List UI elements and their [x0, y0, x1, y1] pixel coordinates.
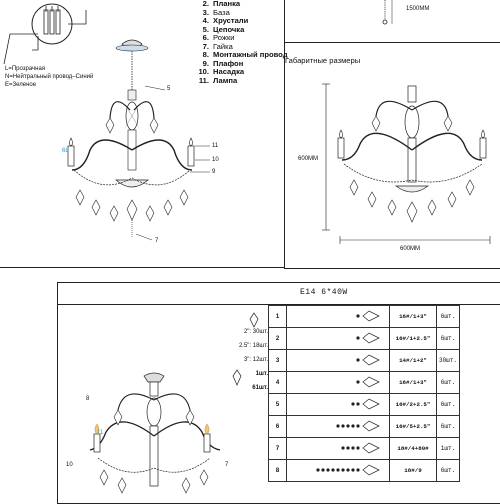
crystal-icon: [293, 397, 383, 411]
crystal-icon: [293, 331, 383, 345]
crystal-drawing: [287, 394, 390, 416]
crystal-row: [269, 460, 460, 482]
chain-length-label: 1500ММ: [406, 6, 430, 12]
callout-7: 7: [155, 238, 159, 244]
crystal-size: 14#/1+2": [390, 350, 437, 372]
legend-line-n: N=Нейтральный провод–Синий: [5, 74, 94, 80]
callout-5: 5: [167, 86, 171, 92]
crystal-size: 18#/9: [390, 460, 437, 482]
legend-line-l: L=Прозрачная: [5, 66, 46, 72]
crystal-quantity: 6шт.: [437, 306, 460, 328]
parts-row: 8. Монтажный провод: [202, 50, 288, 59]
parts-row: 2. Планка: [202, 0, 241, 8]
bottom-callout-10: 10: [66, 462, 73, 468]
callout-9: 9: [212, 169, 216, 175]
crystal-quantity: 1шт.: [437, 438, 460, 460]
crystal-drawing: [287, 372, 390, 394]
size-key-2-5in: 2.5": 18шт.: [238, 343, 268, 349]
crystal-icon: [293, 463, 383, 477]
size-key-2in: 2": 30шт.: [243, 329, 268, 335]
bottom-callout-7: 7: [225, 462, 229, 468]
parts-row: 4. Хрустали: [202, 16, 249, 25]
spec-title: E14 6*40W: [300, 288, 348, 297]
dimension-height-label: 600ММ: [298, 156, 319, 162]
wiring-leader-line: [0, 30, 40, 70]
crystal-quantity: 6шт.: [437, 416, 460, 438]
crystal-size: 16#/1+3": [390, 306, 437, 328]
crystal-drawing: [287, 306, 390, 328]
size-key-3in: 3": 12шт.: [243, 357, 268, 363]
parts-row: 5. Цепочка: [202, 24, 245, 34]
crystal-size: 16#/5+2.5": [390, 416, 437, 438]
crystal-quantity: 6шт.: [437, 394, 460, 416]
crystal-row-number: 8: [269, 460, 287, 482]
bottom-callout-8: 8: [86, 396, 90, 402]
dimension-width-label: 600ММ: [400, 246, 421, 252]
crystal-row-number: 6: [269, 416, 287, 438]
callout-6l: 6L: [62, 148, 69, 154]
crystal-quantity: 6шт.: [437, 372, 460, 394]
crystal-row: [269, 394, 460, 416]
callout-11: 11: [212, 143, 219, 149]
crystal-quantity: 6шт.: [437, 328, 460, 350]
parts-row: 10. Насадка: [198, 67, 245, 76]
crystal-quantity: 6шт.: [437, 460, 460, 482]
crystal-row-number: 4: [269, 372, 287, 394]
dimensions-chandelier-drawing: [320, 80, 500, 250]
parts-row: 3. База: [202, 7, 230, 17]
crystal-icon: [293, 419, 383, 433]
chain-drawing: [370, 0, 400, 30]
parts-row: 7. Гайка: [202, 41, 233, 51]
crystal-row: [269, 328, 460, 350]
crystal-row: [269, 416, 460, 438]
crystal-icon: [293, 375, 383, 389]
parts-row: 6. Рожки: [202, 33, 235, 42]
crystal-drawing: [287, 350, 390, 372]
bottom-chandelier-drawing: [80, 370, 240, 500]
crystal-size: 16#/2+2.5": [390, 394, 437, 416]
crystal-row: [269, 306, 460, 328]
parts-row: 9. Плафон: [202, 58, 244, 68]
size-key-center: 1шт.: [255, 371, 268, 377]
callout-10: 10: [212, 157, 219, 163]
crystal-row-number: 2: [269, 328, 287, 350]
crystal-quantity: 30шт.: [437, 350, 460, 372]
crystal-drawing: [287, 438, 390, 460]
crystal-row-number: 7: [269, 438, 287, 460]
size-key-total: 61шт.: [252, 385, 268, 391]
crystal-row: [269, 350, 460, 372]
size-key-crystal-icon: [244, 312, 264, 328]
crystal-size: 16#/1+3": [390, 372, 437, 394]
crystals-table: [268, 305, 460, 482]
crystal-icon: [293, 353, 383, 367]
crystal-icon: [293, 309, 383, 323]
crystal-row-number: 3: [269, 350, 287, 372]
crystal-row-number: 5: [269, 394, 287, 416]
crystal-size: 18#/4+80#: [390, 438, 437, 460]
crystal-icon: [293, 441, 383, 455]
crystal-row: [269, 372, 460, 394]
crystal-row: [269, 438, 460, 460]
crystal-size: 16#/1+2.5": [390, 328, 437, 350]
bottom-callout-11: 11: [97, 430, 104, 436]
crystal-drawing: [287, 460, 390, 482]
crystal-row-number: 1: [269, 306, 287, 328]
parts-row: 11. Лампа: [198, 75, 238, 85]
dimensions-title: Габаритные размеры: [285, 56, 361, 65]
crystal-drawing: [287, 328, 390, 350]
crystal-drawing: [287, 416, 390, 438]
legend-line-e: E=Зеленое: [5, 82, 37, 88]
